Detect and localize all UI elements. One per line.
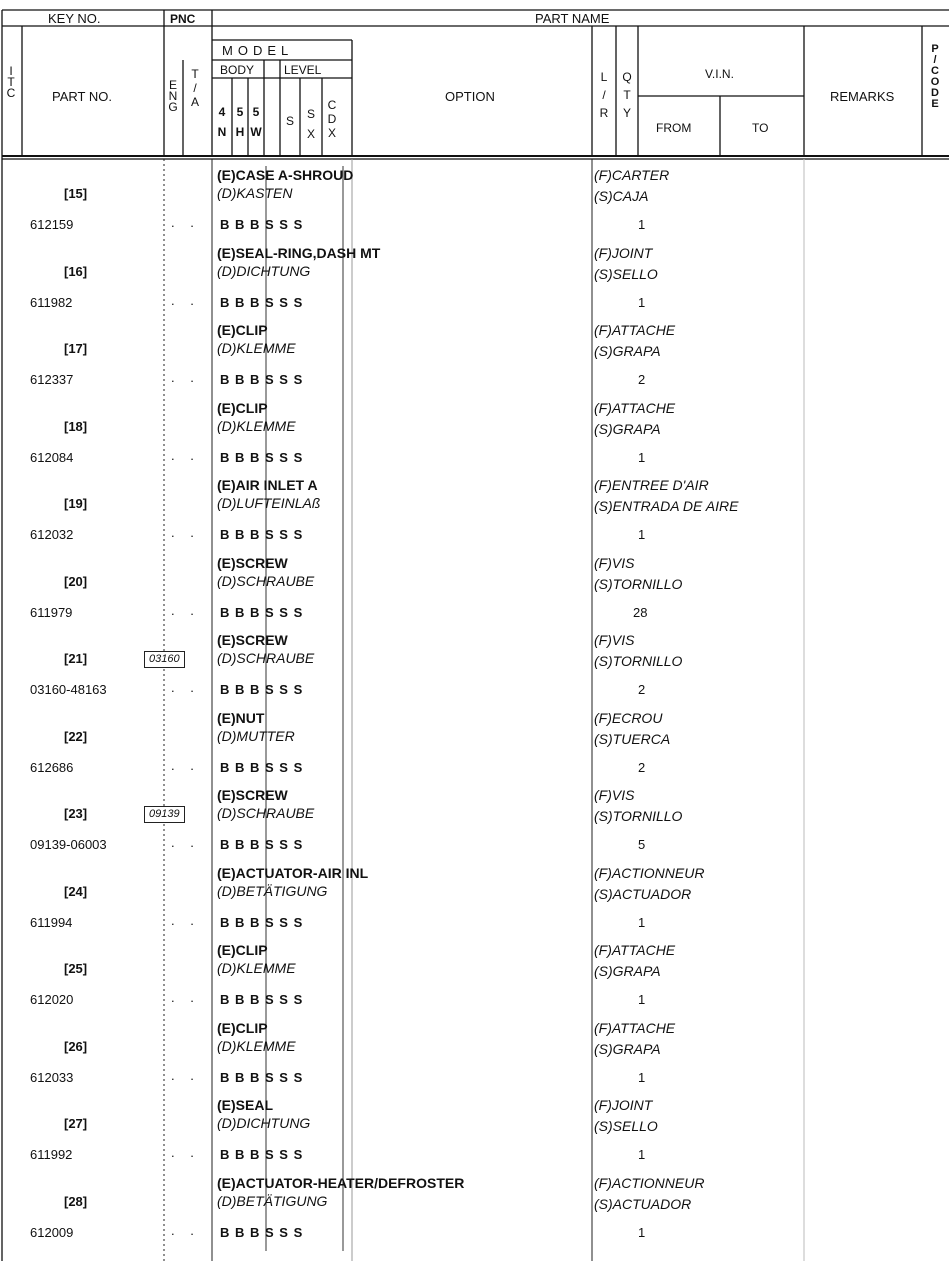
header-vin-from: FROM (656, 121, 692, 135)
part-number: 612159 (30, 217, 74, 232)
quantity: 1 (638, 1147, 646, 1162)
name-english: (E)SEAL (217, 1097, 273, 1113)
header-pcode: P / C O D E (930, 43, 940, 110)
model-codes: B B B S S S (220, 837, 304, 852)
name-spanish: (S)GRAPA (594, 420, 661, 437)
quantity: 1 (638, 294, 646, 310)
name-german: (D)KLEMME (217, 417, 296, 434)
name-english: (E)CLIP (217, 1019, 268, 1036)
model-codes: B B B S S S (220, 372, 304, 387)
header-option: OPTION (445, 89, 495, 104)
header-key-no: KEY NO. (48, 11, 101, 26)
model-dots: . . (171, 525, 200, 540)
model-codes: B B B S S S (220, 992, 304, 1007)
header-lr: L / R (599, 70, 609, 120)
key-number: [16] (64, 263, 88, 279)
model-codes: B B B S S S (220, 449, 304, 465)
pnc-box: 03160 (144, 651, 185, 668)
key-number: [19] (64, 496, 88, 511)
key-number: [28] (64, 1193, 88, 1209)
name-french: (F)ACTIONNEUR (594, 1174, 705, 1191)
name-french: (F)VIS (594, 787, 635, 803)
header-vin-to: TO (752, 121, 769, 135)
header-remarks: REMARKS (830, 89, 895, 104)
name-spanish: (S)TORNILLO (594, 808, 683, 824)
part-number: 612084 (30, 449, 74, 465)
model-codes: B B B S S S (220, 1224, 304, 1240)
name-english: (E)SEAL-RING,DASH MT (217, 244, 381, 261)
quantity: 2 (638, 682, 646, 697)
key-number: [25] (64, 961, 88, 976)
part-number: 612033 (30, 1069, 74, 1085)
header-body-5h: 5 H (235, 105, 245, 139)
name-english: (E)SCREW (217, 787, 288, 803)
name-spanish: (S)SELLO (594, 1118, 658, 1134)
name-english: (E)SCREW (217, 632, 288, 648)
name-french: (F)ECROU (594, 709, 663, 726)
part-number: 611994 (30, 914, 73, 930)
name-spanish: (S)ACTUADOR (594, 1195, 692, 1212)
header-ta: T / A (190, 67, 199, 109)
model-dots: . . (171, 447, 200, 463)
name-spanish: (S)ACTUADOR (594, 885, 692, 902)
header-pnc: PNC (170, 12, 196, 26)
quantity: 1 (638, 217, 646, 232)
part-number: 612686 (30, 759, 74, 775)
header-body-5w: 5 W (250, 105, 262, 139)
quantity: 1 (638, 527, 646, 542)
key-number: [26] (64, 1038, 88, 1054)
header-eng: E N G (168, 78, 178, 114)
name-spanish: (S)GRAPA (594, 343, 661, 359)
name-french: (F)VIS (594, 554, 635, 571)
part-number: 611992 (30, 1147, 73, 1162)
part-number: 03160-48163 (30, 682, 107, 697)
model-codes: B B B S S S (220, 1147, 304, 1162)
model-codes: B B B S S S (220, 604, 304, 620)
name-german: (D)BETÄTIGUNG (217, 1192, 328, 1209)
name-spanish: (S)TORNILLO (594, 575, 683, 592)
name-english: (E)CLIP (217, 399, 268, 416)
model-dots: . . (171, 1067, 200, 1083)
part-number: 612032 (30, 527, 74, 542)
part-number: 611979 (30, 604, 73, 620)
header-level-cdx: C D X (327, 98, 337, 140)
model-codes: B B B S S S (220, 217, 304, 232)
model-dots: . . (171, 990, 200, 1005)
name-french: (F)VIS (594, 632, 635, 648)
name-english: (E)ACTUATOR-HEATER/DEFROSTER (217, 1174, 465, 1191)
header-model: MODEL (222, 43, 294, 58)
name-french: (F)ACTIONNEUR (594, 864, 705, 881)
name-english: (E)ACTUATOR-AIR INL (217, 864, 369, 881)
name-french: (F)ATTACHE (594, 1019, 676, 1036)
name-spanish: (S)GRAPA (594, 1040, 661, 1057)
header-body-4n: 4 N (217, 105, 227, 139)
header-level-s: S (285, 114, 294, 128)
model-dots: . . (171, 1222, 200, 1238)
model-codes: B B B S S S (220, 759, 304, 775)
model-dots: . . (171, 602, 200, 618)
name-german: (D)BETÄTIGUNG (217, 882, 328, 899)
key-number: [21] (64, 651, 88, 666)
header-itc: I T C (6, 64, 16, 100)
name-german: (D)SCHRAUBE (217, 650, 315, 666)
quantity: 2 (638, 372, 646, 387)
key-number: [17] (64, 341, 88, 356)
name-german: (D)KLEMME (217, 340, 296, 356)
name-french: (F)CARTER (594, 167, 670, 183)
model-dots: . . (171, 1145, 200, 1160)
model-dots: . . (171, 680, 200, 695)
name-german: (D)DICHTUNG (217, 1115, 311, 1131)
name-spanish: (S)TORNILLO (594, 653, 683, 669)
name-english: (E)CLIP (217, 322, 268, 338)
name-german: (D)KASTEN (217, 185, 293, 201)
header-qty: Q T Y (622, 70, 632, 120)
name-english: (E)CLIP (217, 942, 268, 958)
quantity: 1 (638, 914, 646, 930)
key-number: [18] (64, 418, 88, 434)
quantity: 2 (638, 759, 646, 775)
model-dots: . . (171, 835, 200, 850)
model-dots: . . (171, 912, 200, 928)
header-level: LEVEL (284, 63, 322, 77)
model-codes: B B B S S S (220, 294, 304, 310)
name-english: (E)SCREW (217, 554, 288, 571)
key-number: [23] (64, 806, 88, 821)
model-codes: B B B S S S (220, 527, 304, 542)
part-number: 09139-06003 (30, 837, 107, 852)
name-french: (F)ATTACHE (594, 322, 676, 338)
part-number: 612009 (30, 1224, 74, 1240)
name-french: (F)ENTREE D'AIR (594, 477, 709, 493)
key-number: [20] (64, 573, 88, 589)
model-codes: B B B S S S (220, 914, 304, 930)
header-part-name: PART NAME (535, 11, 610, 26)
name-german: (D)LUFTEINLAß (217, 495, 321, 511)
name-german: (D)MUTTER (217, 727, 295, 744)
header-vin: V.I.N. (705, 67, 734, 81)
name-german: (D)SCHRAUBE (217, 572, 315, 589)
model-codes: B B B S S S (220, 1069, 304, 1085)
name-german: (D)KLEMME (217, 1037, 296, 1054)
key-number: [15] (64, 186, 88, 201)
name-spanish: (S)CAJA (594, 188, 649, 204)
part-number: 611982 (30, 294, 73, 310)
name-french: (F)ATTACHE (594, 942, 676, 958)
key-number: [22] (64, 728, 88, 744)
quantity: 5 (638, 837, 646, 852)
part-number: 612337 (30, 372, 74, 387)
name-english: (E)CASE A-SHROUD (217, 167, 354, 183)
name-german: (D)SCHRAUBE (217, 805, 315, 821)
name-spanish: (S)TUERCA (594, 730, 671, 747)
quantity: 28 (633, 604, 648, 620)
pnc-box: 09139 (144, 806, 185, 823)
quantity: 1 (638, 1069, 646, 1085)
model-codes: B B B S S S (220, 682, 304, 697)
name-french: (F)JOINT (594, 1097, 653, 1113)
model-dots: . . (171, 370, 200, 385)
name-french: (F)JOINT (594, 244, 653, 261)
header-part-no: PART NO. (52, 89, 112, 104)
header-level-sx: S X (306, 107, 315, 141)
name-german: (D)DICHTUNG (217, 262, 311, 279)
model-dots: . . (171, 292, 200, 308)
name-german: (D)KLEMME (217, 960, 296, 976)
quantity: 1 (638, 1224, 646, 1240)
name-spanish: (S)GRAPA (594, 963, 661, 979)
name-english: (E)AIR INLET A (217, 477, 318, 493)
part-number: 612020 (30, 992, 74, 1007)
key-number: [24] (64, 883, 88, 899)
header-body: BODY (220, 63, 255, 77)
model-dots: . . (171, 215, 200, 230)
name-spanish: (S)SELLO (594, 265, 658, 282)
quantity: 1 (638, 449, 646, 465)
name-french: (F)ATTACHE (594, 399, 676, 416)
quantity: 1 (638, 992, 646, 1007)
name-spanish: (S)ENTRADA DE AIRE (594, 498, 739, 514)
model-dots: . . (171, 757, 200, 773)
name-english: (E)NUT (217, 709, 265, 726)
key-number: [27] (64, 1116, 88, 1131)
